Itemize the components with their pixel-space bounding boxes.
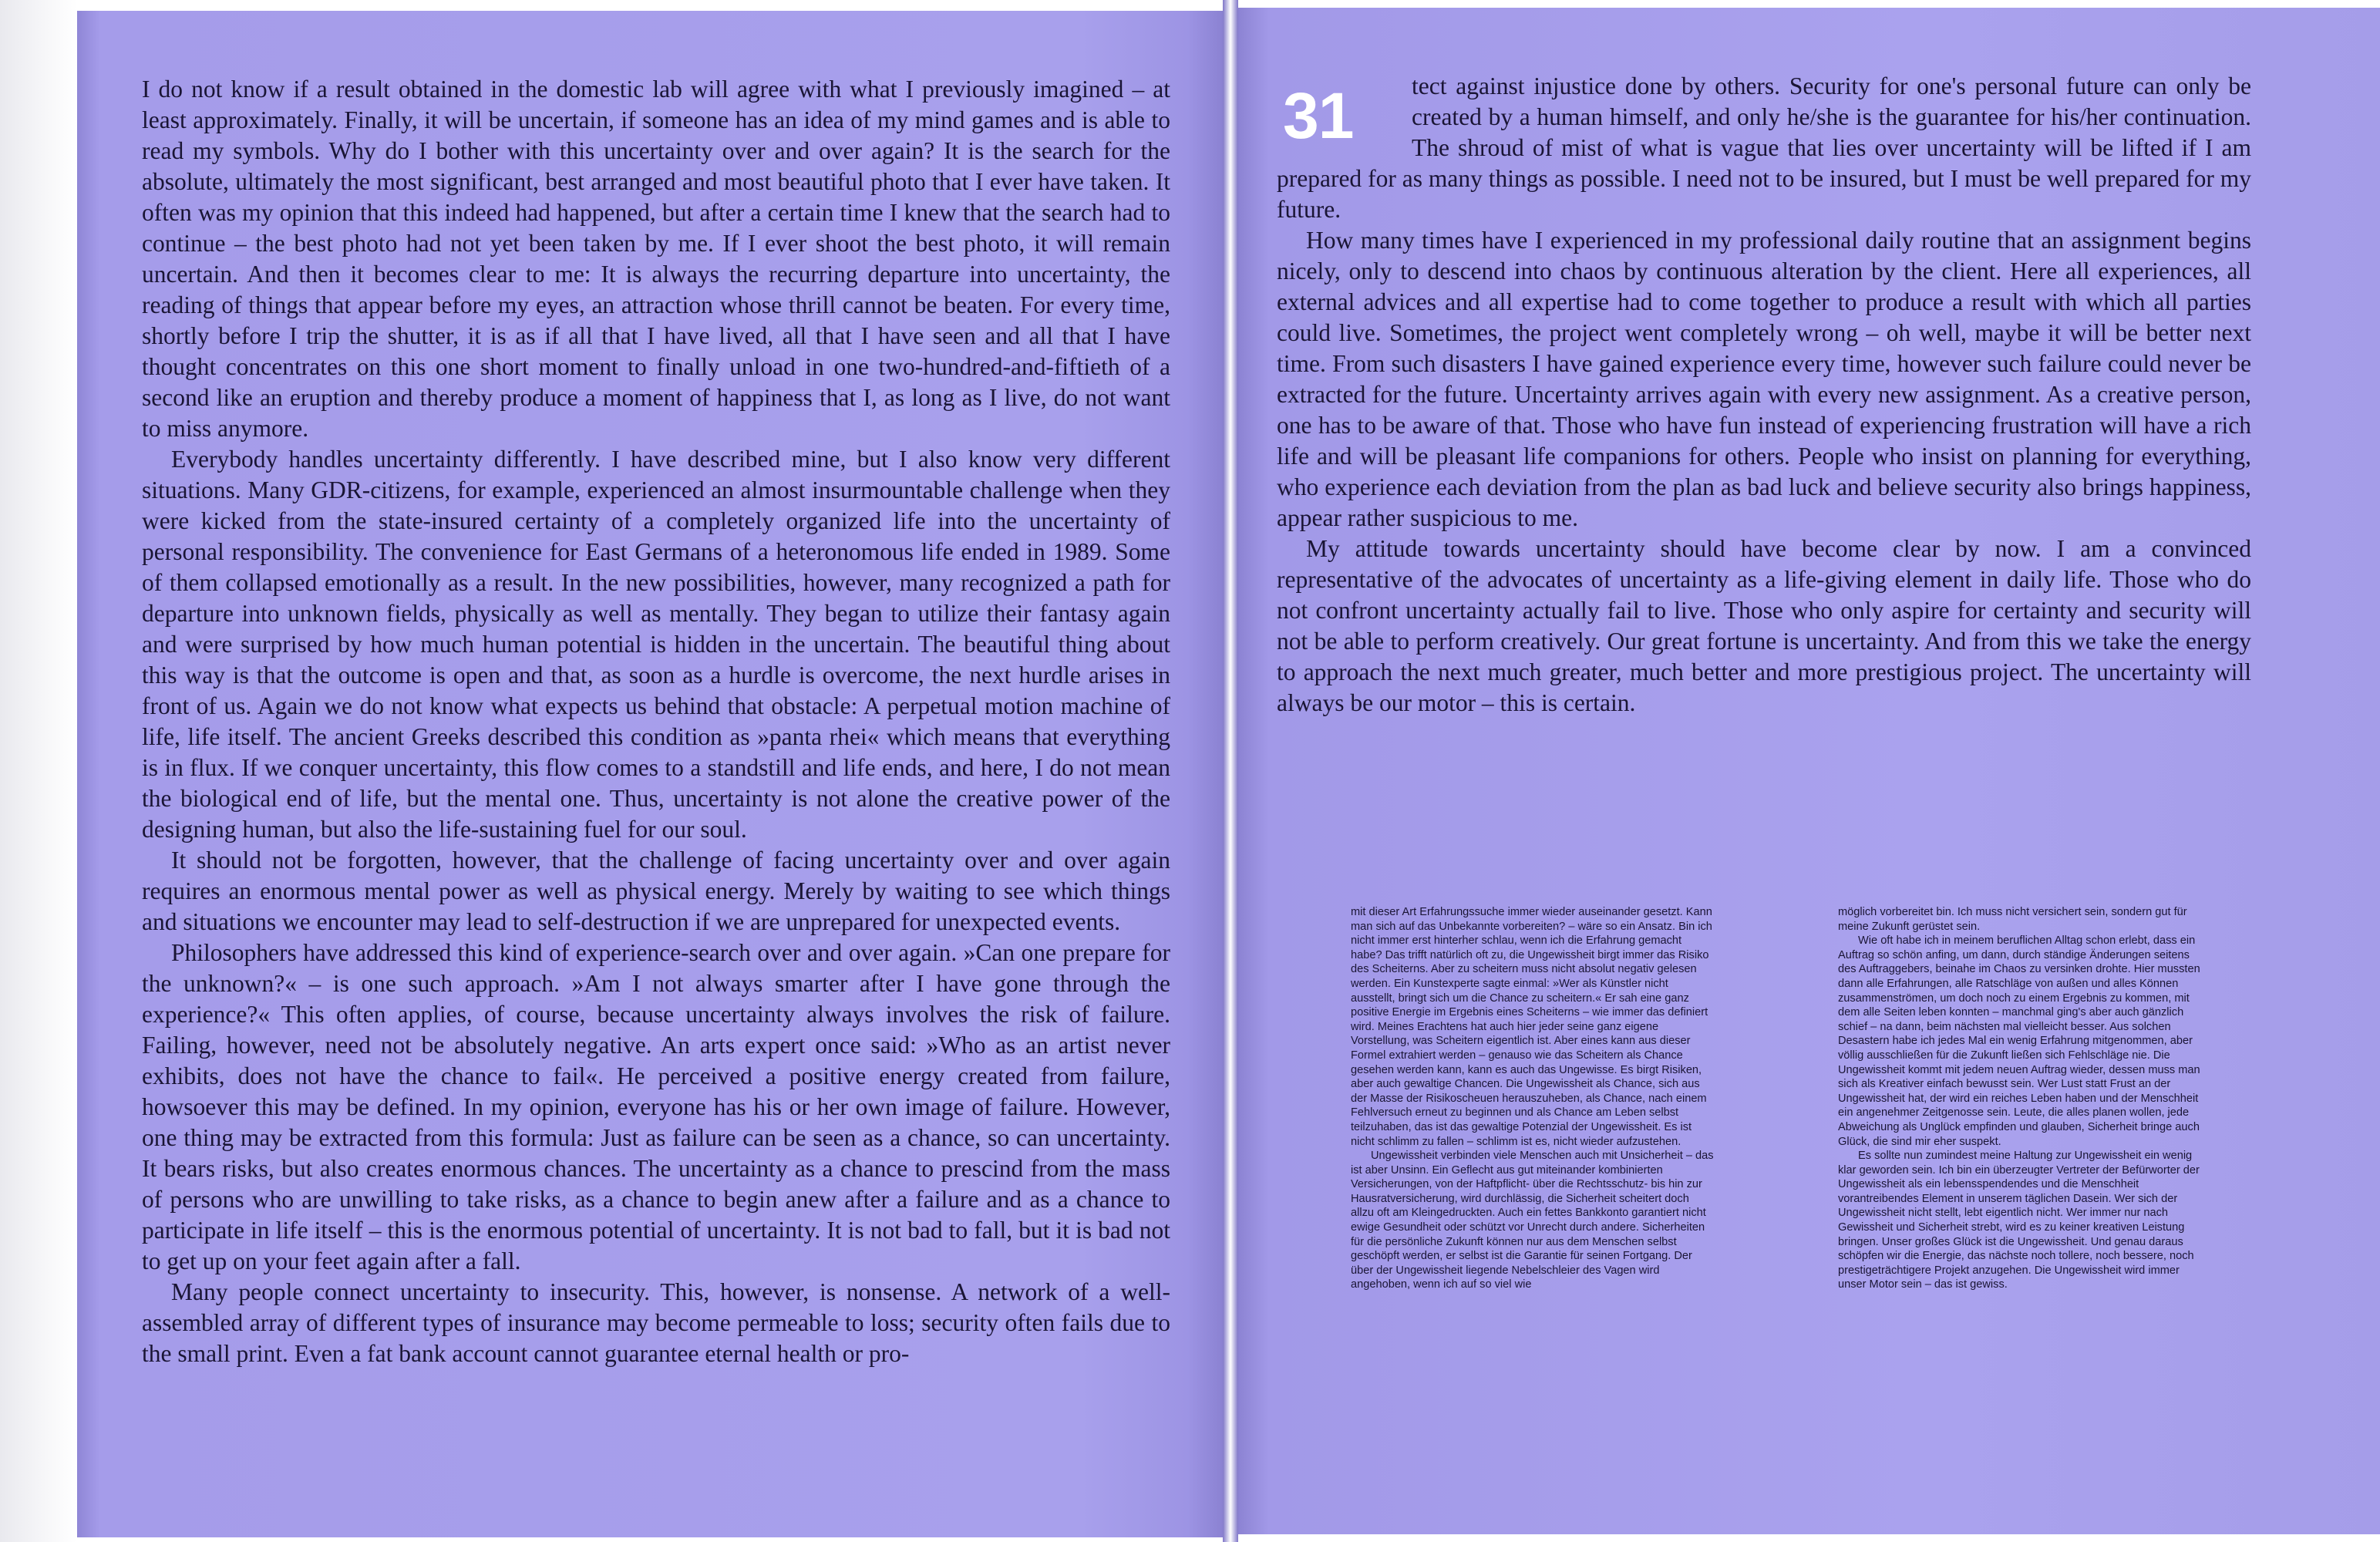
german-paragraph: mit dieser Art Erfahrungssuche immer wieder auseinander gesetzt. Kann man sich auf das Unbekannte vorbereiten? – wäre so ein Ansatz. Bin ich nicht immer erst hinterher schlau, wenn ich die Erfahrung gemacht habe? Das trifft natürlich oft zu, die Ungewissheit birgt immer das Risiko des Scheiterns. Aber zu scheitern muss nicht absolut negativ gelesen werden. Ein Kunstexperte sagte einmal: »Wer als Künstler nicht ausstellt, bringt sich um die Chance zu scheitern.« Er sah eine ganz positive Energie im Ergebnis eines Scheiterns – wie immer das definiert wird. Meines Erachtens hat auch hier jeder seine ganz eigene Vorstellung, was Scheitern eigentlich ist. Aber eines kann aus dieser Formel extrahiert werden – genauso wie das Scheitern als Chance gesehen werden kann, kann es auch das Ungewisse. Es birgt Risiken, aber auch gewaltige Chancen. Die Ungewissheit als Chance, sich aus der Masse der Risikoscheuen herauszuheben, als Chance, nach einem Fehlversuch erneut zu beginnen und als Chance am Leben selbst teilzuhaben, das ist das gewaltige Potenzial der Ungewissheit. Es ist nicht schlimm zu fallen – schlimm ist es, nicht wieder aufzustehen. (1351, 906, 1712, 1148)
page-shadow-left (0, 0, 77, 1542)
paragraph: Everybody handles uncertainty differently. I have described mine, but I also know very different situations. Many GDR-citizens, for example, experienced an almost insurmountable challenge when they were kicked from the state-insured certainty of a completely organized life into the uncertainty of personal responsibility. The convenience for East Germans of a heteronomous life ended in 1989. Some of them collapsed emotionally as a result. In the new possibilities, however, many recognized a path for departure into unknown fields, physically as well as mentally. They began to utilize their fantasy again and were surprised by how much human potential is hidden in the uncertain. The beautiful thing about this way is that the outcome is open and that, as soon as a hurdle is overcome, the next hurdle arises in front of us. Again we do not know what expects us behind that obstacle: A perpetual motion machine of life, life itself. The ancient Greeks described this condition as »panta rhei« which means that everything is in flux. If we conquer uncertainty, this flow comes to a standstill and life ends, and here, I do not mean the biological end of life, but the mental one. Thus, uncertainty is not alone the creative power of the designing human, but also the life-sustaining fuel for our soul. (142, 446, 1170, 843)
paragraph: Philosophers have addressed this kind of experience-search over and over again. »Can one prepare for the unknown?« – is one such approach. »Am I not always smarter after I have gone through the experience?« This often applies, of course, because uncertainty always involves the risk of failure. Failing, however, need not be absolutely negative. An arts expert once said: »Who as an artist never exhibits, does not have the chance to fail«. He perceived a positive energy created from failure, howsoever this may be defined. In my opinion, everyone has his or her own image of failure. However, one thing may be extracted from this formula: Just as failure can be seen as a chance, so can uncertainty. It bears risks, but also creates enormous chances. The uncertainty as a chance to prescind from the mass of persons who are unwilling to take risks, as a chance to begin anew after a failure and as a chance to participate in life itself – this is the enormous potential of uncertainty. It is not bad to fall, but it is bad not to get up on your feet again after a fall. (142, 939, 1170, 1274)
left-page-english-text (142, 74, 1170, 1369)
paragraph: It should not be forgotten, however, that the challenge of facing uncertainty over and over again requires an enormous mental power as well as physical energy. Merely by waiting to see which things and situations we encounter may lead to self-destruction if we are unprepared for unexpected events. (142, 847, 1170, 935)
right-page-english-text (1277, 71, 2251, 719)
paragraph: Many people connect uncertainty to insecurity. This, however, is nonsense. A network of a well-assembled array of different types of insurance may become permeable to loss; security often fails due to the small print. Even a fat bank account cannot guarantee eternal health or pro- (142, 1278, 1170, 1367)
german-paragraph: Wie oft habe ich in meinem beruflichen Alltag schon erlebt, dass ein Auftrag so schön anfing, um dann, durch ständige Änderungen seitens des Auftraggebers, beinahe im Chaos zu versinken drohte. Hier mussten dann alle Erfahrungen, alle Ratschläge von außen und alles Können zusammenströmen, um doch noch zu einem Ergebnis zu kommen, mit dem alle Seiten leben konnten – manchmal ging's aber auch gänzlich schief – na dann, beim nächsten mal vielleicht besser. Aus solchen Desastern habe ich jedes Mal ein wenig Erfahrung mitgenommen, aber völlig ausschließen für die Zukunft ließen sich Fehlschläge nie. Die Ungewissheit kommt mit jedem neuen Auftrag wieder, dessen muss man sich als Kreativer einfach bewusst sein. Wer Lust statt Frust an der Ungewissheit hat, der wird ein reiches Leben haben und der Menschheit ein angenehmer Zeitgenosse sein. Leute, die alles planen wollen, jede Abweichung als Unglück empfinden und glauben, Sicherheit bringe auch Glück, die sind mir eher suspekt. (1838, 934, 2200, 1148)
right-page (1238, 8, 2380, 1534)
left-page (77, 11, 1223, 1537)
paragraph: tect against injustice done by others. Security for one's personal future can only be created by a human himself, and only he/she is the guarantee for his/her continuation. The shroud of mist of what is vague that lies over uncertainty will be lifted if I am prepared for as many things as possible. I need not to be insured, but I must be well prepared for my future. (1277, 72, 2251, 223)
chapter-number-space (1277, 71, 1412, 163)
book-gutter (1223, 0, 1238, 1542)
paragraph: I do not know if a result obtained in the domestic lab will agree with what I previously imagined – at least approximately. Finally, it will be uncertain, if someone has an idea of my mind games and is able to read my symbols. Why do I bother with this uncertainty over and over again? It is the search for the absolute, ultimately the most significant, best arranged and most beautiful photo that I ever have taken. It often was my opinion that this indeed had happened, but after a certain time I knew that the search had to continue – the best photo had not yet been taken by me. If I ever shoot the best photo, it will remain uncertain. And then it becomes clear to me: It is always the recurring departure into uncertainty, the reading of things that appear before my eyes, an attraction whose thrill cannot be beaten. For every time, shortly before I trip the shutter, it is as if all that I have lived, all that I have seen and all that I have thought concentrates on this one short moment to finally unload in one two-hundred-and-fiftieth of a second like an eruption and thereby produce a moment of happiness that I, as long as I live, do not want to miss anymore. (142, 76, 1170, 442)
german-paragraph: möglich vorbereitet bin. Ich muss nicht versichert sein, sondern gut für meine Zukunft gerüstet sein. (1838, 906, 2187, 933)
german-translation-column-2 (1838, 905, 2208, 1292)
german-paragraph: Ungewissheit verbinden viele Menschen auch mit Unsicherheit – das ist aber Unsinn. Ein Geflecht aus gut miteinander kombinierten Versicherungen, von der Haftpflicht- über die Rechtsschutz- bis hin zur Hausratversicherung, wird durchlässig, die Sicherheit scheitert doch allzu oft am Kleingedruckten. Auch ein fettes Bankkonto garantiert nicht ewige Gesundheit oder schützt vor Unrecht durch andere. Sicherheiten für die persönliche Zukunft können nur aus dem Menschen selbst geschöpft werden, er selbst ist die Garantie für seinen Fortgang. Der über der Ungewissheit liegende Nebelschleier des Vagen wird angehoben, wenn ich auf so viel wie (1351, 1150, 1714, 1291)
paragraph: How many times have I experienced in my professional daily routine that an assignment begins nicely, only to descend into chaos by continuous alteration by the client. Here all experiences, all external advices and all expertise had to come together to produce a result with which all parties could live. Sometimes, the project went completely wrong – oh well, maybe it will be better next time. From such disasters I have gained experience every time, however such failure could never be extracted for the future. Uncertainty arrives again with every new assignment. As a creative person, one has to be aware of that. Those who have fun instead of experiencing frustration will have a rich life and will be pleasant life companions for others. People who insist on planning for everything, who experience each deviation from the plan as bad luck and believe security also brings happiness, appear rather suspicious to me. (1277, 227, 2251, 531)
chapter-number: 31 (1283, 79, 1354, 152)
german-paragraph: Es sollte nun zumindest meine Haltung zur Ungewissheit ein wenig klar geworden sein. Ich bin ein überzeugter Vertreter der Befürworter der Ungewissheit als ein lebensspendendes und die Menschheit vorantreibendes Element in unserem täglichen Dasein. Wer sich der Ungewissheit nicht stellt, lebt eigentlich nicht. Wer immer nur nach Gewissheit und Sicherheit strebt, wird es zu keiner kreativen Leistung bringen. Unser großes Glück ist die Ungewissheit. Und genau daraus schöpfen wir die Energie, das nächste noch tollere, noch bessere, noch prestigeträchtigere Projekt anzugehen. Die Ungewissheit wird immer unser Motor sein – das ist gewiss. (1838, 1150, 2200, 1291)
german-translation-column-1 (1351, 905, 1715, 1292)
paragraph: My attitude towards uncertainty should have become clear by now. I am a convinced representative of the advocates of uncertainty as a life-giving element in daily life. Those who do not confront uncertainty actually fail to live. Those who only aspire for certainty and security will not be able to perform creatively. Our great fortune is uncertainty. And from this we take the energy to approach the next much greater, much better and more prestigious project. The uncertainty will always be our motor – this is certain. (1277, 535, 2251, 716)
